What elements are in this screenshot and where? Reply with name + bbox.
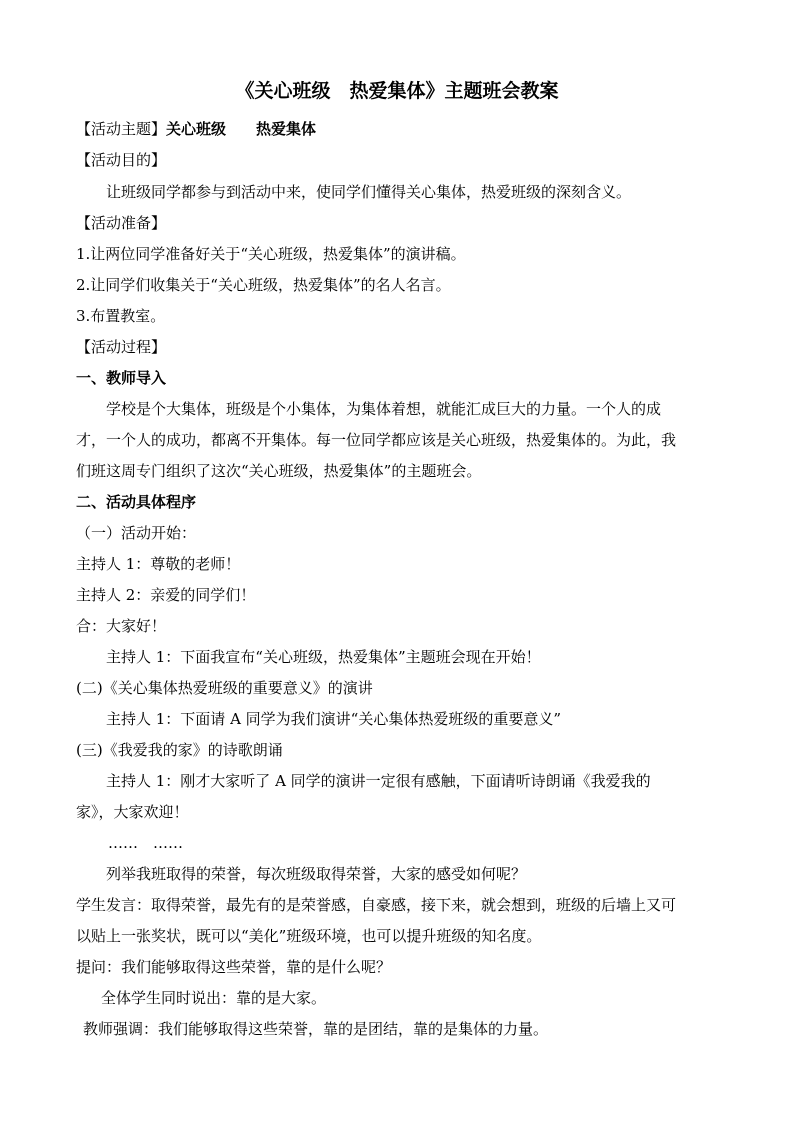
student-speech-line-1: 学生发言：取得荣誉，最先有的是荣誉感，自豪感，接下来，就会想到，班级的后墙上又可	[76, 896, 677, 914]
prep-item-1: 1.让两位同学准备好关于“关心班级，热爱集体”的演讲稿。	[76, 245, 466, 263]
section2-heading: 二、活动具体程序	[76, 493, 197, 511]
host1-announcement: 主持人 1：下面我宣布“关心班级，热爱集体”主题班会现在开始！	[106, 648, 541, 666]
part2-heading: (二)《关心集体热爱班级的重要意义》的演讲	[76, 679, 373, 697]
teacher-emphasis: 教师强调：我们能够取得这些荣誉，靠的是团结，靠的是集体的力量。	[83, 1020, 549, 1038]
all-students-answer: 全体学生同时说出：靠的是大家。	[101, 989, 327, 1007]
host1-poem-line-1: 主持人 1：刚才大家听了 A 同学的演讲一定很有感触，下面请听诗朗诵《我爱我的	[106, 772, 651, 790]
purpose-heading: 【活动目的】	[76, 151, 167, 169]
host1-greeting: 主持人 1：尊敬的老师！	[76, 555, 241, 573]
section1-heading: 一、教师导入	[76, 369, 167, 387]
question-line: 提问：我们能够取得这些荣誉，靠的是什么呢？	[76, 958, 392, 976]
theme-line	[76, 119, 726, 139]
theme-label: 【活动主题】	[76, 120, 167, 138]
host1-poem-line-2: 家》，大家欢迎！	[76, 803, 189, 821]
process-heading: 【活动过程】	[76, 338, 167, 356]
theme-value: 关心班级 热爱集体	[166, 120, 317, 138]
student-speech-line-2: 以贴上一张奖状，既可以“美化”班级环境，也可以提升班级的知名度。	[76, 927, 542, 945]
prep-item-3: 3.布置教室。	[76, 307, 166, 325]
ellipsis: …… ……	[108, 834, 184, 852]
intro-line-2: 才，一个人的成功，都离不开集体。每一位同学都应该是关心班级，热爱集体的。为此，我	[76, 431, 677, 449]
together-greeting: 合：大家好！	[76, 617, 167, 635]
intro-line-3: 们班这周专门组织了这次“关心班级，热爱集体”的主题班会。	[76, 462, 482, 480]
prep-item-2: 2.让同学们收集关于“关心班级，热爱集体”的名人名言。	[76, 276, 451, 294]
host1-speech-intro: 主持人 1：下面请 A 同学为我们演讲“关心集体热爱班级的重要意义”	[106, 710, 562, 728]
prep-heading: 【活动准备】	[76, 214, 167, 232]
part1-heading: （一）活动开始：	[76, 524, 197, 542]
host2-greeting: 主持人 2：亲爱的同学们！	[76, 586, 256, 604]
part3-heading: (三)《我爱我的家》的诗歌朗诵	[76, 741, 283, 759]
intro-line-1: 学校是个大集体，班级是个小集体，为集体着想，就能汇成巨大的力量。一个人的成	[106, 400, 662, 418]
honors-question: 列举我班取得的荣誉，每次班级取得荣誉，大家的感受如何呢？	[106, 865, 527, 883]
document-title: 《关心班级 热爱集体》主题班会教案	[235, 80, 559, 102]
purpose-text: 让班级同学都参与到活动中来，使同学们懂得关心集体，热爱班级的深刻含义。	[106, 183, 632, 201]
